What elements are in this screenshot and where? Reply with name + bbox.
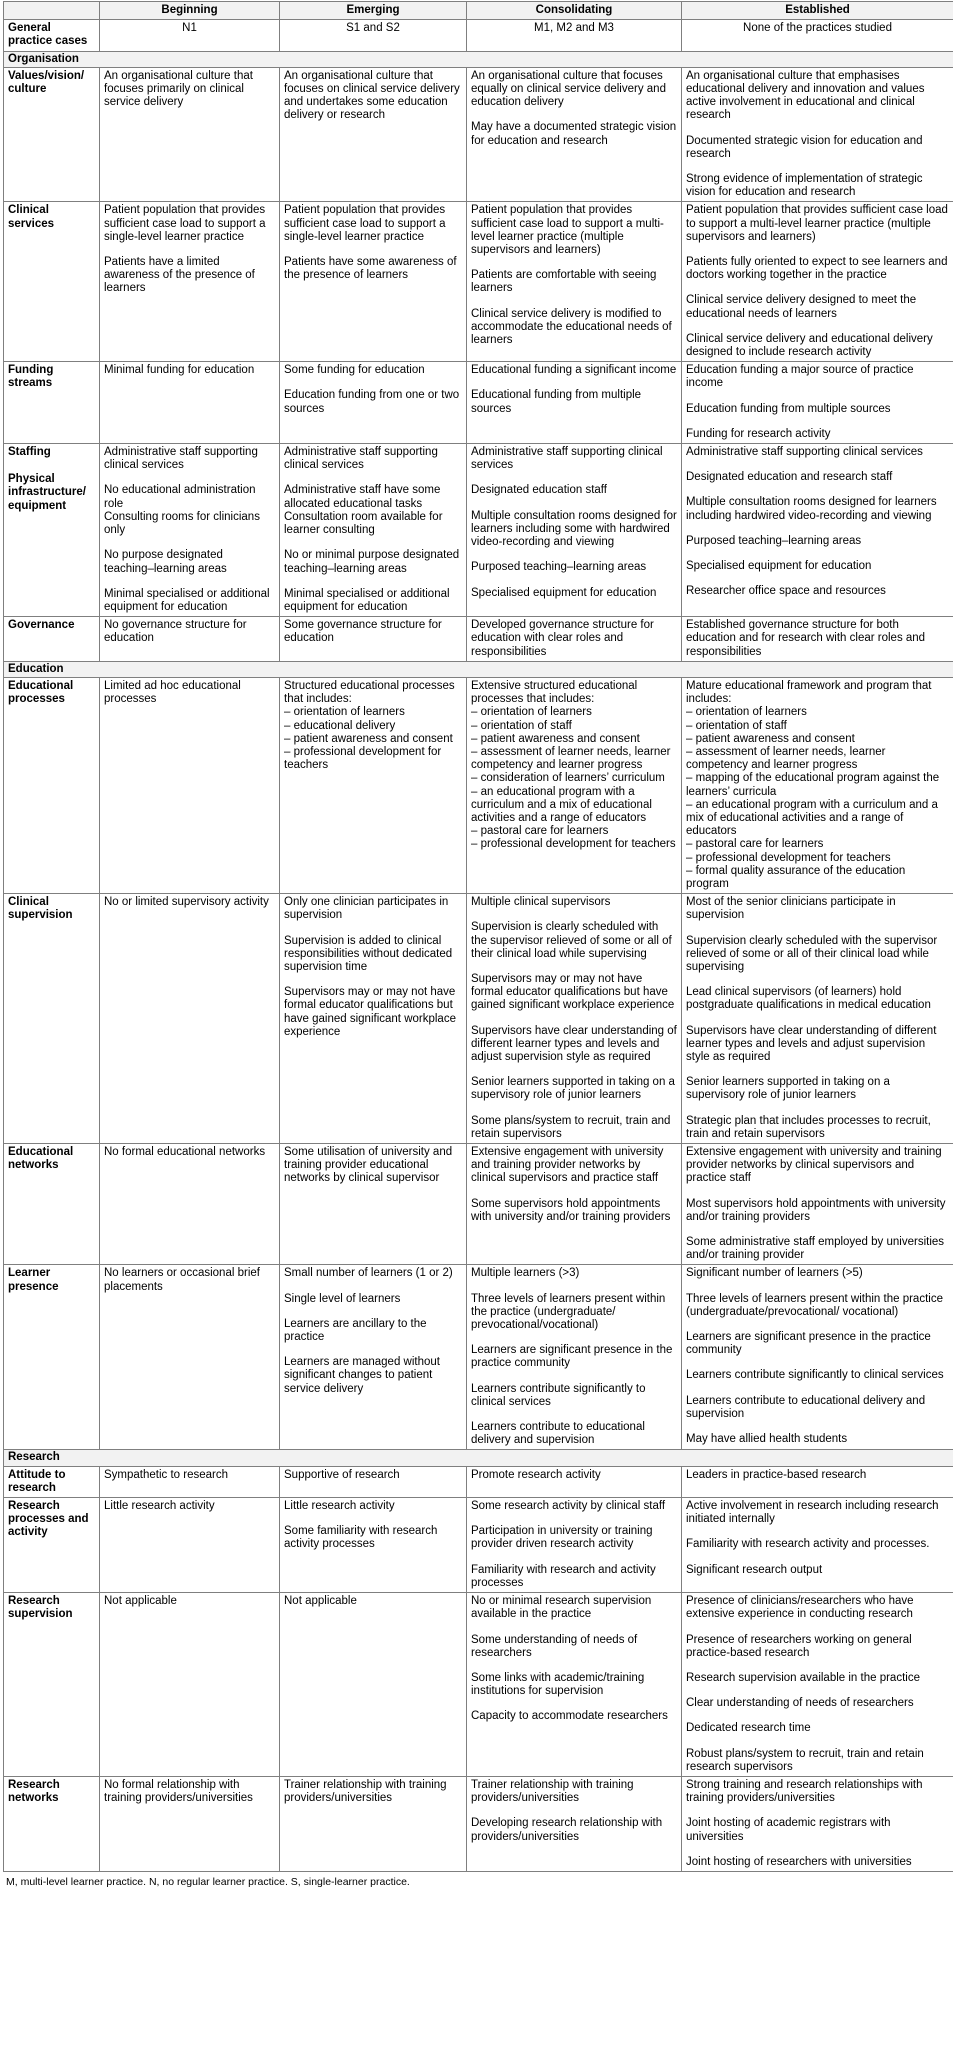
cell-paragraph: Learners are significant presence in the practice community (471, 1344, 673, 1370)
section-row (4, 661, 953, 677)
row-label-cell (4, 362, 100, 444)
cell-paragraph: Patient population that provides sufficient case load to support a single-level learner practice (284, 204, 446, 243)
cell-paragraph: Minimal funding for education (104, 364, 255, 377)
cell-consolidating (467, 1498, 682, 1593)
table-row (4, 1466, 953, 1497)
row-label: Values/vision/ culture (8, 69, 85, 96)
table-row (4, 1144, 953, 1265)
cell-emerging (280, 1498, 467, 1593)
cell-paragraph: Supervision clearly scheduled with the supervisor relieved of some or all of their clinical load while supervising (686, 934, 938, 973)
row-label: Governance (8, 619, 75, 632)
practice-cases-row (4, 20, 953, 51)
cell-paragraph: Learners are significant presence in the practice community (686, 1331, 931, 1357)
cell-paragraph: Most supervisors hold appointments with university and/or training providers (686, 1197, 946, 1223)
cell-paragraph: Lead clinical supervisors (of learners) hold postgraduate qualifications in medical education (686, 986, 931, 1012)
cell-paragraph: Researcher office space and resources (686, 585, 886, 598)
section-heading: Organisation (4, 51, 953, 67)
row-label: Clinical services (8, 204, 55, 230)
cell-paragraph: An organisational culture that focuses primarily on clinical service delivery (104, 69, 253, 109)
cell-paragraph: No formal relationship with training providers/universities (104, 1778, 253, 1805)
cell-beginning (100, 617, 280, 662)
cell-established (682, 1265, 953, 1450)
cell-paragraph: Purposed teaching–learning areas (471, 561, 647, 574)
row-label-cell (4, 1466, 100, 1497)
cell-paragraph: Multiple clinical supervisors (471, 896, 611, 909)
header-cell-blank (4, 2, 100, 20)
row-label-cell (4, 894, 100, 1144)
cell-paragraph: Participation in university or training provider driven research activity (471, 1525, 653, 1551)
table-body (4, 51, 953, 1871)
cell-beginning (100, 362, 280, 444)
row-label: Research supervision (8, 1595, 73, 1621)
cell-paragraph: Learners contribute significantly to clinical services (471, 1382, 646, 1408)
cell-paragraph: Trainer relationship with training providers/universities (284, 1778, 447, 1805)
cell-paragraph: Administrative staff supporting clinical services (104, 446, 258, 472)
cell-paragraph: Presence of researchers working on general practice-based research (686, 1633, 912, 1659)
cell-paragraph: Specialised equipment for education (471, 586, 657, 599)
cell-paragraph: Multiple consultation rooms designed for learners including hardwired video-recording and viewing (686, 496, 937, 522)
cell-paragraph: Patients are comfortable with seeing learners (471, 269, 657, 295)
table-row (4, 1593, 953, 1777)
cell-established (682, 894, 953, 1144)
cell-paragraph: Patients have a limited awareness of the presence of learners (104, 256, 255, 295)
cell-paragraph: Not applicable (104, 1595, 177, 1608)
cell-beginning (100, 1776, 280, 1871)
cell-paragraph: Extensive structured educational processes that includes: – orientation of learners – orientation of staff – patient awareness and consent – assessment of learner needs, learner competency and learner progress – consideration of learners’ curriculum – an educational program with a curriculum and a mix of educational activities and a range of educators – pastoral care for learners – professional development for teachers (471, 679, 676, 851)
cell-paragraph: Developed governance structure for education with clear roles and responsibilities (471, 619, 654, 658)
row-label: Educational processes (8, 679, 74, 706)
cell-paragraph: Education funding a major source of practice income (686, 364, 914, 390)
cell-paragraph: Most of the senior clinicians participate in supervision (686, 896, 896, 922)
row-label: Research networks (8, 1778, 60, 1805)
row-label-cell (4, 1776, 100, 1871)
cell-paragraph: Supportive of research (284, 1468, 400, 1481)
cell-consolidating (467, 362, 682, 444)
cell-established (682, 202, 953, 362)
cell-paragraph: Supervision is clearly scheduled with the supervisor relieved of some or all of their clinical load while supervising (471, 921, 672, 960)
section-heading: Research (4, 1450, 953, 1466)
cell-established (682, 67, 953, 202)
cell-beginning (100, 1144, 280, 1265)
cell-established (682, 617, 953, 662)
cell-paragraph: No purpose designated teaching–learning areas (104, 549, 227, 575)
cell-emerging (280, 617, 467, 662)
cell-paragraph: Administrative staff supporting clinical services (471, 446, 663, 472)
cell-beginning (100, 677, 280, 893)
cell-emerging (280, 1776, 467, 1871)
cell-paragraph: Patient population that provides sufficient case load to support a multi-level learner practice (multiple supervisors and learners) (686, 204, 948, 243)
cell-beginning (100, 202, 280, 362)
cell-paragraph: Three levels of learners present within the practice (undergraduate/ prevocational/vocational) (471, 1292, 666, 1332)
cell-paragraph: Purposed teaching–learning areas (686, 534, 862, 547)
cell-paragraph: Some utilisation of university and training provider educational networks by clinical supervisor (284, 1146, 453, 1185)
table-row (4, 1776, 953, 1871)
cell-consolidating (467, 617, 682, 662)
cell-established (682, 677, 953, 893)
table-row (4, 202, 953, 362)
row-label-cell (4, 202, 100, 362)
cell-paragraph: Mature educational framework and program that includes: – orientation of learners – orientation of staff – patient awareness and consent – assessment of learner needs, learner competency and learner progress – mapping of the educational program against the learners’ curricula – an educational program with a curriculum and a mix of educational activities and a range of educators – pastoral care for learners – professional development for teachers – formal quality assurance of the education program (686, 679, 940, 890)
table-row (4, 617, 953, 662)
table-row (4, 444, 953, 617)
cell-paragraph: Documented strategic vision for education and research (686, 134, 923, 160)
cell-paragraph: Little research activity (104, 1500, 215, 1513)
table-row (4, 1265, 953, 1450)
cell-established (682, 444, 953, 617)
row-label: Learner presence (8, 1267, 59, 1293)
cell-emerging (280, 677, 467, 893)
table-row (4, 362, 953, 444)
cell-paragraph: Patients fully oriented to expect to see learners and doctors working together in the practice (686, 256, 948, 282)
practice-cases-consolidating: M1, M2 and M3 (467, 20, 682, 51)
row-label-cell (4, 1144, 100, 1265)
row-label-cell (4, 444, 100, 617)
cell-paragraph: An organisational culture that focuses on clinical service delivery and undertakes some education delivery or research (284, 69, 460, 122)
section-row (4, 51, 953, 67)
cell-paragraph: Senior learners supported in taking on a supervisory role of junior learners (686, 1076, 890, 1102)
cell-paragraph: Strategic plan that includes processes to recruit, train and retain supervisors (686, 1114, 931, 1140)
cell-paragraph: Familiarity with research activity and processes. (686, 1538, 930, 1551)
header-cell-beginning: Beginning (100, 2, 280, 20)
cell-consolidating (467, 1776, 682, 1871)
cell-established (682, 362, 953, 444)
row-label-cell (4, 677, 100, 893)
cell-paragraph: Structured educational processes that includes: – orientation of learners – educational delivery – patient awareness and consent – professional development for teachers (284, 679, 455, 772)
row-label: Staffing (8, 446, 51, 459)
cell-emerging (280, 444, 467, 617)
cell-paragraph: Joint hosting of academic registrars with universities (686, 1817, 891, 1843)
cell-paragraph: Trainer relationship with training providers/universities (471, 1778, 634, 1805)
cell-beginning (100, 1265, 280, 1450)
cell-paragraph: No or minimal purpose designated teaching–learning areas (284, 549, 460, 575)
cell-emerging (280, 362, 467, 444)
cell-paragraph: Education funding from multiple sources (686, 402, 891, 415)
cell-paragraph: Multiple consultation rooms designed for learners including some with hardwired video-recording and viewing (471, 509, 677, 549)
cell-paragraph: Some links with academic/training institutions for supervision (471, 1671, 645, 1698)
cell-paragraph: Familiarity with research and activity processes (471, 1563, 656, 1589)
cell-established (682, 1498, 953, 1593)
cell-paragraph: Supervisors have clear understanding of different learner types and levels and adjust supervision style as required (686, 1024, 937, 1063)
cell-emerging (280, 1466, 467, 1497)
cell-paragraph: Robust plans/system to recruit, train and retain research supervisors (686, 1747, 924, 1773)
cell-paragraph: Minimal specialised or additional equipment for education (104, 587, 270, 613)
cell-paragraph: Some familiarity with research activity processes (284, 1525, 438, 1551)
cell-paragraph: Learners contribute significantly to clinical services (686, 1369, 944, 1382)
cell-paragraph: May have allied health students (686, 1433, 848, 1446)
cell-paragraph: Leaders in practice-based research (686, 1468, 867, 1481)
cell-paragraph: Limited ad hoc educational processes (104, 679, 241, 706)
cell-paragraph: Funding for research activity (686, 427, 831, 440)
cell-paragraph: Some plans/system to recruit, train and retain supervisors (471, 1114, 671, 1140)
cell-paragraph: Patient population that provides sufficient case load to support a multi-level learner practice (multiple supervisors and learners) (471, 204, 664, 257)
cell-paragraph: Promote research activity (471, 1468, 601, 1481)
cell-paragraph: Educational funding from multiple sources (471, 389, 642, 415)
cell-beginning (100, 1498, 280, 1593)
table-footnote: M, multi-level learner practice. N, no regular learner practice. S, single-learner practice. (6, 1875, 410, 1888)
cell-paragraph: Administrative staff have some allocated educational tasks Consultation room available for learner consulting (284, 484, 443, 537)
cell-paragraph: Single level of learners (284, 1292, 401, 1305)
cell-paragraph: Administrative staff supporting clinical services (686, 446, 923, 459)
cell-paragraph: Established governance structure for both education and for research with clear roles and responsibilities (686, 619, 926, 658)
cell-paragraph: Learners are managed without significant changes to patient service delivery (284, 1356, 440, 1395)
cell-beginning (100, 444, 280, 617)
cell-paragraph: Developing research relationship with providers/universities (471, 1817, 663, 1843)
cell-paragraph: Designated education staff (471, 484, 607, 497)
cell-paragraph: Some understanding of needs of researchers (471, 1633, 638, 1659)
row-label: Educational networks (8, 1146, 74, 1172)
header-cell-emerging: Emerging (280, 2, 467, 20)
cell-consolidating (467, 677, 682, 893)
cell-paragraph: Learners are ancillary to the practice (284, 1317, 427, 1344)
row-label-cell (4, 67, 100, 202)
cell-beginning (100, 1466, 280, 1497)
cell-paragraph: Little research activity (284, 1500, 395, 1513)
cell-paragraph: An organisational culture that focuses equally on clinical service delivery and education delivery (471, 69, 666, 109)
cell-paragraph: Clinical service delivery and educational delivery designed to include research activity (686, 332, 933, 359)
cell-paragraph: Supervisors have clear understanding of different learner types and levels and adjust supervision style as required (471, 1024, 677, 1063)
cell-consolidating (467, 1144, 682, 1265)
cell-paragraph: Supervision is added to clinical responsibilities without dedicated supervision time (284, 934, 453, 973)
section-row (4, 1450, 953, 1466)
cell-established (682, 1593, 953, 1777)
cell-paragraph: Designated education and research staff (686, 471, 893, 484)
cell-paragraph: Supervisors may or may not have formal educator qualifications but have gained significant workplace experience (471, 972, 675, 1012)
cell-paragraph: Patient population that provides sufficient case load to support a single-level learner practice (104, 204, 266, 243)
cell-established (682, 1776, 953, 1871)
cell-paragraph: Extensive engagement with university and training provider networks by clinical supervisors and practice staff (471, 1146, 664, 1185)
table-row (4, 67, 953, 202)
cell-paragraph: Senior learners supported in taking on a supervisory role of junior learners (471, 1076, 675, 1102)
cell-paragraph: Dedicated research time (686, 1722, 811, 1735)
row-label-cell (4, 1593, 100, 1777)
cell-consolidating (467, 202, 682, 362)
row-label-cell (4, 1265, 100, 1450)
row-label: Research processes and activity (8, 1500, 89, 1539)
row-label-cell (4, 617, 100, 662)
cell-established (682, 1466, 953, 1497)
cell-paragraph: No or minimal research supervision available in the practice (471, 1595, 652, 1621)
maturity-framework-table-container (3, 1, 953, 1888)
cell-paragraph: Specialised equipment for education (686, 560, 872, 573)
cell-paragraph: Some supervisors hold appointments with university and/or training providers (471, 1197, 671, 1223)
practice-cases-emerging: S1 and S2 (280, 20, 467, 51)
cell-paragraph: Small number of learners (1 or 2) (284, 1267, 453, 1280)
maturity-framework-table (3, 1, 953, 1872)
cell-paragraph: Multiple learners (>3) (471, 1267, 580, 1280)
cell-emerging (280, 1265, 467, 1450)
cell-paragraph: Significant number of learners (>5) (686, 1267, 863, 1280)
row-label: Clinical supervision (8, 896, 73, 922)
cell-emerging (280, 1593, 467, 1777)
cell-paragraph: Some governance structure for education (284, 619, 442, 645)
cell-paragraph: Clear understanding of needs of researchers (686, 1697, 914, 1710)
cell-established (682, 1144, 953, 1265)
row-label: Physical infrastructure/ equipment (8, 473, 86, 512)
cell-consolidating (467, 1466, 682, 1497)
row-label: Attitude to research (8, 1468, 66, 1494)
cell-beginning (100, 67, 280, 202)
cell-paragraph: No learners or occasional brief placements (104, 1267, 260, 1293)
cell-paragraph: Some administrative staff employed by universities and/or training provider (686, 1236, 945, 1262)
cell-paragraph: Research supervision available in the practice (686, 1671, 920, 1684)
cell-paragraph: Only one clinician participates in supervision (284, 896, 449, 922)
cell-paragraph: Strong evidence of implementation of strategic vision for education and research (686, 173, 923, 199)
cell-paragraph: Some research activity by clinical staff (471, 1500, 666, 1513)
cell-consolidating (467, 444, 682, 617)
cell-paragraph: An organisational culture that emphasises educational delivery and innovation and values active involvement in educational and clinical research (686, 69, 925, 122)
cell-paragraph: Administrative staff supporting clinical services (284, 446, 438, 472)
cell-paragraph: No governance structure for education (104, 619, 247, 645)
cell-emerging (280, 1144, 467, 1265)
cell-paragraph: Significant research output (686, 1563, 823, 1576)
cell-paragraph: Capacity to accommodate researchers (471, 1710, 668, 1723)
header-row (4, 2, 953, 20)
cell-paragraph: Education funding from one or two sources (284, 389, 460, 415)
cell-beginning (100, 1593, 280, 1777)
cell-emerging (280, 894, 467, 1144)
header-cell-consolidating: Consolidating (467, 2, 682, 20)
cell-emerging (280, 67, 467, 202)
cell-paragraph: Clinical service delivery is modified to accommodate the educational needs of learners (471, 307, 672, 347)
cell-consolidating (467, 1593, 682, 1777)
header-cell-established: Established (682, 2, 953, 20)
cell-paragraph: Patients have some awareness of the presence of learners (284, 256, 457, 282)
cell-paragraph: Extensive engagement with university and training provider networks by clinical supervisors and practice staff (686, 1146, 942, 1185)
table-row (4, 894, 953, 1144)
cell-consolidating (467, 894, 682, 1144)
cell-paragraph: Some funding for education (284, 364, 425, 377)
table-row (4, 677, 953, 893)
cell-paragraph: No formal educational networks (104, 1146, 266, 1159)
cell-paragraph: Joint hosting of researchers with universities (686, 1855, 912, 1868)
row-label-cell (4, 1498, 100, 1593)
practice-cases-beginning: N1 (100, 20, 280, 51)
cell-paragraph: Learners contribute to educational delivery and supervision (686, 1394, 926, 1420)
section-heading: Education (4, 661, 953, 677)
cell-consolidating (467, 67, 682, 202)
cell-paragraph: Three levels of learners present within the practice (undergraduate/prevocational/ vocational) (686, 1292, 943, 1318)
cell-paragraph: Strong training and research relationships with training providers/universities (686, 1778, 923, 1805)
cell-paragraph: No educational administration role Consulting rooms for clinicians only (104, 484, 260, 537)
cell-paragraph: Clinical service delivery designed to meet the educational needs of learners (686, 294, 917, 320)
cell-paragraph: Active involvement in research including research initiated internally (686, 1500, 939, 1526)
cell-emerging (280, 202, 467, 362)
practice-cases-label: General practice cases (4, 20, 100, 51)
cell-paragraph: Learners contribute to educational delivery and supervision (471, 1421, 645, 1447)
cell-paragraph: Not applicable (284, 1595, 357, 1608)
table-row (4, 1498, 953, 1593)
cell-paragraph: Presence of clinicians/researchers who have extensive experience in conducting research (686, 1595, 914, 1621)
cell-beginning (100, 894, 280, 1144)
cell-consolidating (467, 1265, 682, 1450)
cell-paragraph: Minimal specialised or additional equipment for education (284, 587, 450, 613)
cell-paragraph: No or limited supervisory activity (104, 896, 269, 909)
cell-paragraph: Educational funding a significant income (471, 364, 677, 377)
cell-paragraph: Supervisors may or may not have formal educator qualifications but have gained significant workplace experience (284, 986, 456, 1038)
practice-cases-established: None of the practices studied (682, 20, 953, 51)
row-label: Funding streams (8, 364, 54, 390)
cell-paragraph: Sympathetic to research (104, 1468, 229, 1481)
cell-paragraph: May have a documented strategic vision for education and research (471, 121, 677, 147)
